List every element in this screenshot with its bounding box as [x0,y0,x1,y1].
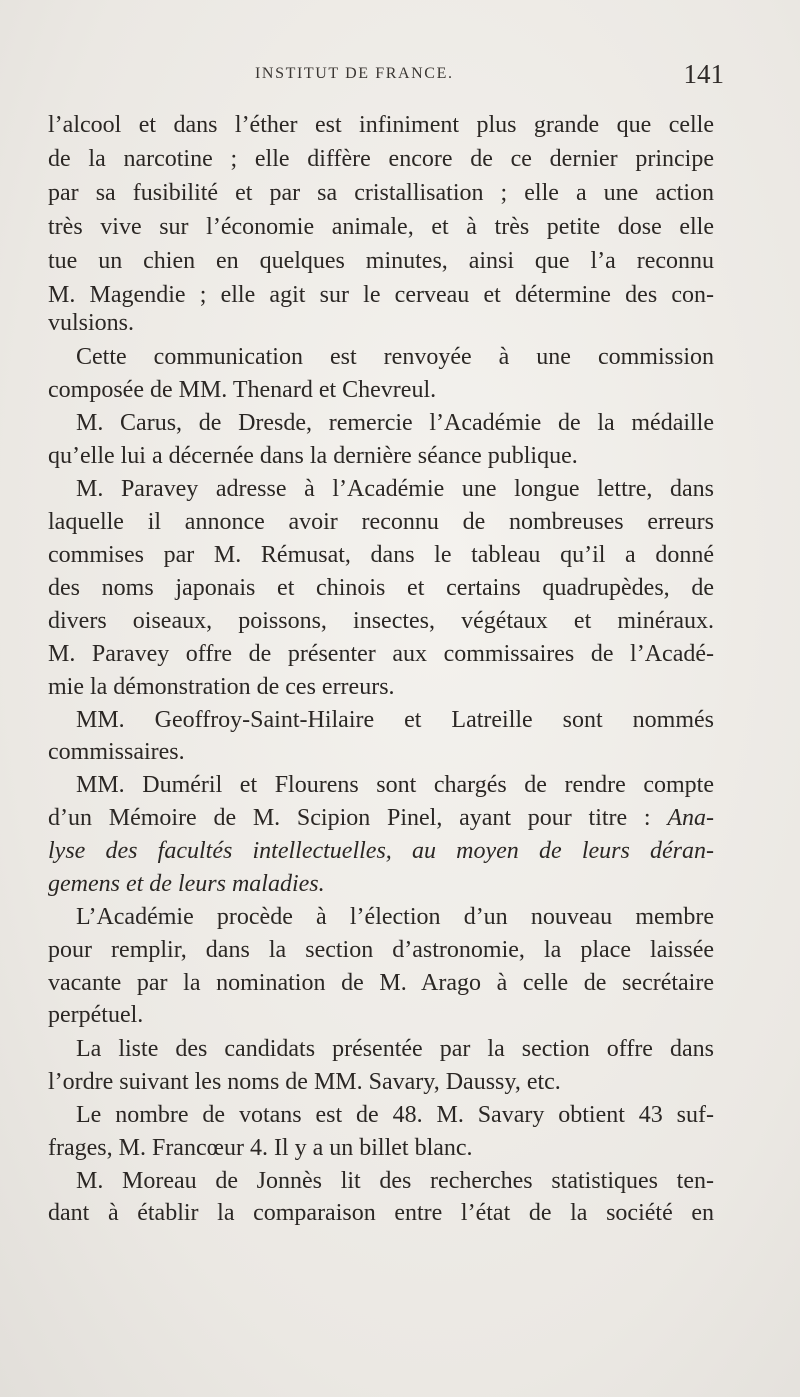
text-line: MM. Duméril et Flourens sont chargés de rendre compte [76,772,714,798]
text-line: frages, M. Francœur 4. Il y a un billet blanc. [48,1135,473,1161]
text-line: des noms japonais et chinois et certains quadrupèdes, de [48,575,714,601]
text-line: très vive sur l’économie animale, et à très petite dose elle [48,214,714,240]
text-line: Le nombre de votans est de 48. M. Savary obtient 43 suf- [76,1102,714,1128]
text-line: laquelle il annonce avoir reconnu de nombreuses erreurs [48,509,714,535]
text-line: La liste des candidats présentée par la section offre dans [76,1036,714,1062]
text-line: vulsions. [48,310,135,336]
text-line: l’ordre suivant les noms de MM. Savary, Daussy, etc. [48,1069,561,1095]
text-line: L’Académie procède à l’élection d’un nouveau membre [76,904,714,930]
running-title: INSTITUT DE FRANCE. [255,65,454,82]
italic-text: gemens et de leurs maladies. [48,871,325,897]
text-line: d’un Mémoire de M. Scipion Pinel, ayant pour titre : Ana- [48,805,714,831]
text-line: MM. Geoffroy-Saint-Hilaire et Latreille sont nommés [76,707,714,733]
text-line: commises par M. Rémusat, dans le tableau qu’il a donné [48,542,714,568]
text-line: M. Magendie ; elle agit sur le cerveau et détermine des con- [48,282,714,308]
text-line: composée de MM. Thenard et Chevreul. [48,377,437,403]
italic-text: Ana- [667,805,714,831]
text-line: M. Paravey offre de présenter aux commissaires de l’Acadé- [48,641,714,667]
italic-text: lyse des facultés intellectuelles, au moyen de leurs déran- [48,838,714,864]
text-line: par sa fusibilité et par sa cristallisation ; elle a une action [48,180,714,206]
text-line [48,834,714,868]
running-head [48,59,724,92]
text-line: qu’elle lui a décernée dans la dernière séance publique. [48,443,578,469]
text-line [48,867,714,901]
text-line: de la narcotine ; elle diffère encore de ce dernier principe [48,146,714,172]
text-line: M. Carus, de Dresde, remercie l’Académie de la médaille [76,410,714,436]
text-line: M. Moreau de Jonnès lit des recherches statistiques ten- [76,1168,714,1194]
page-number: 141 [683,59,724,89]
text-line: pour remplir, dans la section d’astronomie, la place laissée [48,937,714,963]
text-line: l’alcool et dans l’éther est infiniment plus grande que celle [48,112,714,138]
text-line: vacante par la nomination de M. Arago à celle de secrétaire [48,970,714,996]
text-line: dant à établir la comparaison entre l’état de la société en [48,1200,714,1226]
text-line: perpétuel. [48,1002,144,1028]
text-line: divers oiseaux, poissons, insectes, végétaux et minéraux. [48,608,714,634]
text-line: M. Paravey adresse à l’Académie une longue lettre, dans [76,476,714,502]
text-line: Cette communication est renvoyée à une commission [76,344,714,370]
text-line: mie la démonstration de ces erreurs. [48,674,395,700]
text-line: tue un chien en quelques minutes, ainsi que l’a reconnu [48,248,714,274]
text-line: commissaires. [48,739,185,765]
